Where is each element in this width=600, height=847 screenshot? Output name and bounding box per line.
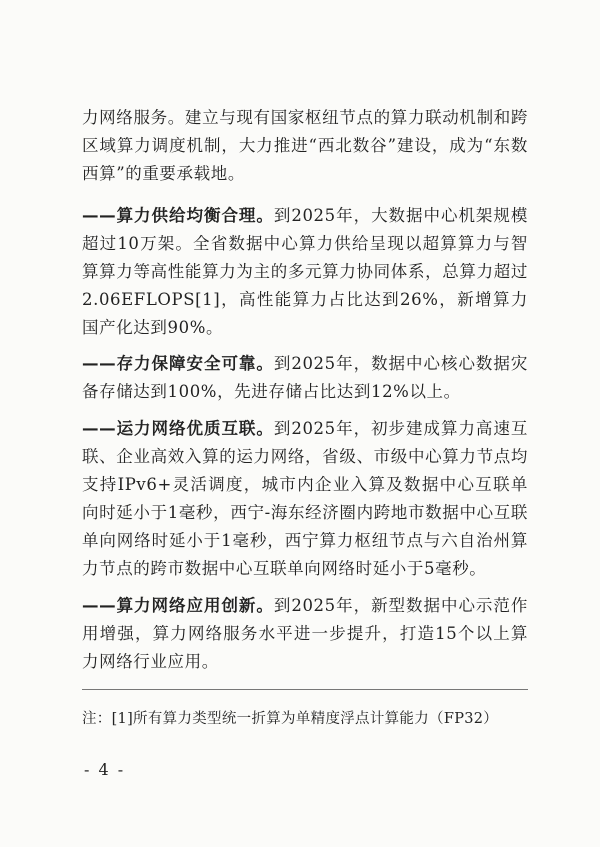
paragraph-heading: ——算力供给均衡合理。: [82, 206, 274, 225]
paragraph-computing-network-service: [82, 104, 528, 188]
paragraph-text: 到2025年，大数据中心机架规模超过10万架。全省数据中心算力供给呈现以超算算力与智算算力等高性能算力为主的多元算力协同体系，总算力超过2.06EFLOPS[1]，高性能算力占比达到26%，新增算力国产化达到90%。: [82, 206, 528, 337]
footnote: 注：[1]所有算力类型统一折算为单精度浮点计算能力（FP32）: [82, 711, 499, 727]
paragraph-network-interconnect: [82, 415, 528, 583]
paragraph-heading: ——算力网络应用创新。: [82, 596, 274, 615]
paragraph-text: 到2025年，数据中心核心数据灾备存储达到100%，先进存储占比达到12%以上。: [82, 354, 528, 401]
paragraph-supply-balance: [82, 202, 528, 342]
paragraph-storage-security: [82, 350, 528, 406]
paragraph-text: 力网络服务。建立与现有国家枢纽节点的算力联动机制和跨区域算力调度机制，大力推进“西北数谷”建设，成为“东数西算”的重要承载地。: [82, 108, 528, 183]
paragraph-text: 到2025年，初步建成算力高速互联、企业高效入算的运力网络，省级、市级中心算力节点均支持IPv6+灵活调度，城市内企业入算及数据中心互联单向时延小于1毫秒，西宁-海东经济圈内跨地市数据中心互联单向网络时延小于1毫秒，西宁算力枢纽节点与六自治州算力节点的跨市数据中心互联单向网络时延小于5毫秒。: [82, 419, 528, 578]
paragraph-heading: ——运力网络优质互联。: [82, 419, 274, 438]
paragraph-heading: ——存力保障安全可靠。: [82, 354, 274, 373]
paragraph-application-innovation: [82, 592, 528, 676]
footnote-divider: [82, 689, 528, 690]
page-number: - 4 -: [84, 760, 126, 779]
paragraph-text: 到2025年，新型数据中心示范作用增强，算力网络服务水平进一步提升，打造15个以上算力网络行业应用。: [82, 596, 528, 671]
